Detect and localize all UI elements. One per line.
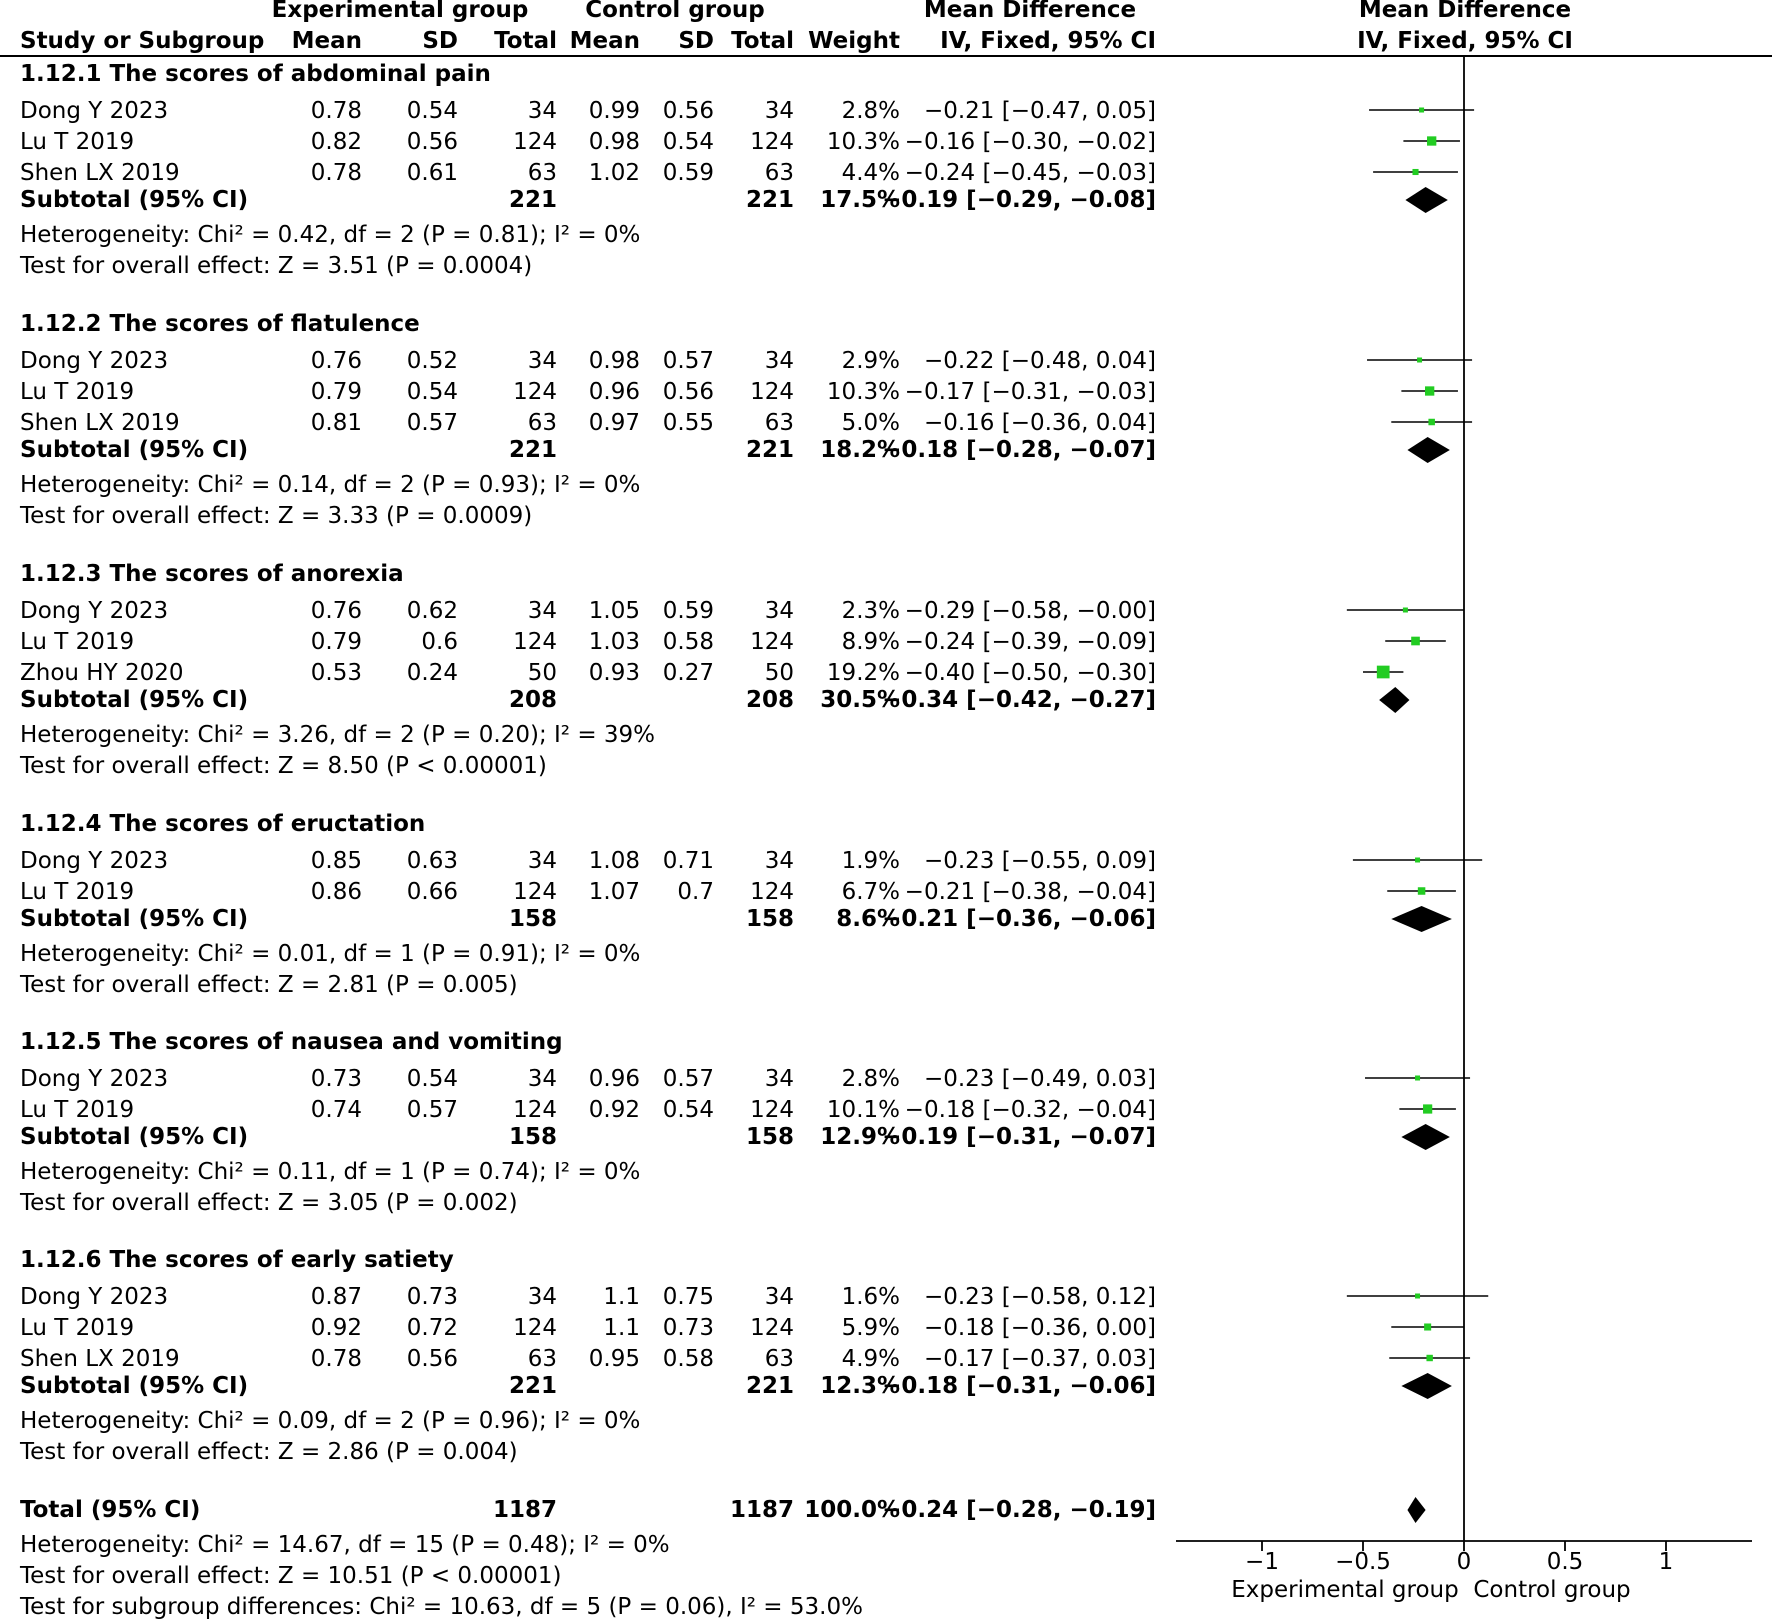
study-ctl-sd: 0.57: [662, 348, 714, 374]
study-weight-label: 2.3%: [841, 598, 900, 624]
study-exp-sd: 0.56: [406, 129, 458, 155]
axis-right-label: Control group: [1473, 1577, 1631, 1603]
study-exp-sd: 0.63: [406, 848, 458, 874]
subtotal-exp-total: 158: [508, 1124, 557, 1150]
study-ctl-total: 34: [764, 598, 794, 624]
study-ci-label: −0.17 [−0.37, 0.03]: [923, 1346, 1156, 1372]
subgroup-title: 1.12.6 The scores of early satiety: [20, 1247, 454, 1273]
subtotal-ctl-total: 158: [745, 1124, 794, 1150]
study-exp-total: 34: [527, 348, 557, 374]
subtotal-label: Subtotal (95% CI): [20, 687, 249, 713]
study-ci-label: −0.22 [−0.48, 0.04]: [923, 348, 1156, 374]
study-exp-total: 63: [527, 160, 557, 186]
heterogeneity-text: Heterogeneity: Chi² = 0.14, df = 2 (P = 0.93); I² = 0%: [20, 472, 641, 498]
study-weight-label: 2.8%: [841, 1066, 900, 1092]
study-ctl-sd: 0.7: [677, 879, 714, 905]
subtotal-label: Subtotal (95% CI): [20, 1373, 249, 1399]
study-exp-sd: 0.73: [406, 1284, 458, 1310]
study-weight-label: 1.6%: [841, 1284, 900, 1310]
total-overall-effect-text: Test for overall effect: Z = 10.51 (P < 0.00001): [20, 1563, 562, 1589]
header-control-group: Control group: [585, 0, 765, 23]
header-ctl-sd: SD: [678, 28, 714, 54]
study-exp-total: 124: [513, 129, 557, 155]
study-weight-label: 5.9%: [841, 1315, 900, 1341]
study-ctl-sd: 0.54: [662, 129, 714, 155]
study-exp-total: 34: [527, 98, 557, 124]
study-ctl-total: 63: [764, 1346, 794, 1372]
study-ctl-sd: 0.71: [662, 848, 714, 874]
study-exp-sd: 0.24: [406, 660, 458, 686]
study-ctl-total: 124: [750, 129, 794, 155]
study-weight-label: 2.9%: [841, 348, 900, 374]
total-label: Total (95% CI): [20, 1497, 201, 1523]
study-exp-sd: 0.57: [406, 410, 458, 436]
header-plot-method: IV, Fixed, 95% CI: [1357, 28, 1573, 54]
study-exp-sd: 0.52: [406, 348, 458, 374]
subgroup-differences-text: Test for subgroup differences: Chi² = 10.63, df = 5 (P = 0.06), I² = 53.0%: [20, 1594, 863, 1620]
study-ci-label: −0.23 [−0.55, 0.09]: [923, 848, 1156, 874]
study-name: Shen LX 2019: [20, 1346, 180, 1372]
header-experimental-group: Experimental group: [271, 0, 529, 23]
study-ctl-total: 124: [750, 1097, 794, 1123]
study-ctl-sd: 0.58: [662, 1346, 714, 1372]
study-ctl-total: 34: [764, 1066, 794, 1092]
study-exp-total: 34: [527, 1066, 557, 1092]
study-square: [1411, 637, 1420, 646]
study-ci-label: −0.29 [−0.58, −0.00]: [904, 598, 1156, 624]
study-ctl-sd: 0.55: [662, 410, 714, 436]
study-ci-label: −0.21 [−0.47, 0.05]: [923, 98, 1156, 124]
study-exp-mean: 0.78: [310, 1346, 362, 1372]
study-exp-total: 50: [527, 660, 557, 686]
study-exp-sd: 0.54: [406, 98, 458, 124]
study-square: [1415, 1294, 1420, 1299]
study-ctl-sd: 0.73: [662, 1315, 714, 1341]
study-ctl-mean: 0.96: [588, 379, 640, 405]
study-ctl-sd: 0.57: [662, 1066, 714, 1092]
header-mean-difference: Mean Difference: [923, 0, 1137, 23]
x-tick-label: 1: [1658, 1549, 1674, 1575]
study-exp-sd: 0.54: [406, 1066, 458, 1092]
header-ctl-total: Total: [731, 28, 794, 54]
study-weight-label: 8.9%: [841, 629, 900, 655]
study-ctl-mean: 0.97: [588, 410, 640, 436]
study-weight-label: 10.1%: [826, 1097, 900, 1123]
study-ctl-mean: 0.95: [588, 1346, 640, 1372]
study-ctl-total: 124: [750, 379, 794, 405]
study-ctl-mean: 1.03: [588, 629, 640, 655]
study-weight-label: 1.9%: [841, 848, 900, 874]
heterogeneity-text: Heterogeneity: Chi² = 0.01, df = 1 (P = 0.91); I² = 0%: [20, 941, 641, 967]
study-ctl-mean: 1.07: [588, 879, 640, 905]
study-exp-mean: 0.78: [310, 98, 362, 124]
study-ctl-mean: 1.02: [588, 160, 640, 186]
subtotal-weight: 17.5%: [820, 187, 900, 213]
study-ci-label: −0.16 [−0.36, 0.04]: [923, 410, 1156, 436]
study-square: [1415, 1076, 1420, 1081]
study-name: Lu T 2019: [20, 129, 135, 155]
study-exp-mean: 0.85: [310, 848, 362, 874]
study-weight-label: 6.7%: [841, 879, 900, 905]
study-square: [1425, 386, 1434, 395]
study-ctl-mean: 1.1: [603, 1284, 640, 1310]
subtotal-weight: 12.9%: [820, 1124, 900, 1150]
study-square: [1415, 858, 1420, 863]
axis-left-label: Experimental group: [1231, 1577, 1459, 1603]
study-exp-mean: 0.86: [310, 879, 362, 905]
study-name: Dong Y 2023: [20, 848, 169, 874]
study-ctl-sd: 0.59: [662, 598, 714, 624]
subtotal-diamond: [1391, 906, 1452, 932]
study-square: [1426, 1355, 1432, 1361]
study-ctl-total: 34: [764, 1284, 794, 1310]
study-ctl-total: 63: [764, 410, 794, 436]
study-square: [1419, 108, 1424, 113]
study-ctl-mean: 1.1: [603, 1315, 640, 1341]
study-square: [1428, 419, 1434, 425]
study-name: Dong Y 2023: [20, 348, 169, 374]
study-ci-label: −0.18 [−0.36, 0.00]: [923, 1315, 1156, 1341]
study-exp-sd: 0.57: [406, 1097, 458, 1123]
study-name: Zhou HY 2020: [20, 660, 184, 686]
study-ctl-total: 63: [764, 160, 794, 186]
header-weight: Weight: [808, 28, 900, 54]
study-exp-mean: 0.82: [310, 129, 362, 155]
study-name: Dong Y 2023: [20, 98, 169, 124]
subtotal-ci: −0.34 [−0.42, −0.27]: [882, 687, 1156, 713]
study-ci-label: −0.24 [−0.45, −0.03]: [904, 160, 1156, 186]
study-name: Lu T 2019: [20, 379, 135, 405]
study-exp-total: 34: [527, 598, 557, 624]
study-name: Lu T 2019: [20, 1097, 135, 1123]
total-heterogeneity-text: Heterogeneity: Chi² = 14.67, df = 15 (P = 0.48); I² = 0%: [20, 1532, 670, 1558]
study-exp-sd: 0.62: [406, 598, 458, 624]
study-weight-label: 2.8%: [841, 98, 900, 124]
subtotal-exp-total: 208: [508, 687, 557, 713]
study-square: [1418, 887, 1426, 895]
study-weight-label: 10.3%: [826, 129, 900, 155]
study-ci-label: −0.18 [−0.32, −0.04]: [904, 1097, 1156, 1123]
study-exp-total: 63: [527, 410, 557, 436]
study-ctl-total: 34: [764, 98, 794, 124]
header-exp-total: Total: [494, 28, 557, 54]
subtotal-diamond: [1407, 1497, 1425, 1523]
heterogeneity-text: Heterogeneity: Chi² = 0.42, df = 2 (P = 0.81); I² = 0%: [20, 222, 641, 248]
subtotal-ci: −0.19 [−0.29, −0.08]: [882, 187, 1156, 213]
x-tick-label: 0: [1456, 1549, 1472, 1575]
subtotal-ctl-total: 221: [745, 1373, 794, 1399]
x-tick-label: −1: [1245, 1549, 1279, 1575]
study-square: [1417, 358, 1422, 363]
subtotal-label: Subtotal (95% CI): [20, 1124, 249, 1150]
study-ctl-sd: 0.54: [662, 1097, 714, 1123]
study-weight-label: 10.3%: [826, 379, 900, 405]
subtotal-diamond: [1401, 1124, 1449, 1150]
study-ci-label: −0.17 [−0.31, −0.03]: [904, 379, 1156, 405]
study-square: [1403, 608, 1408, 613]
study-ctl-mean: 0.98: [588, 348, 640, 374]
subtotal-ctl-total: 221: [745, 437, 794, 463]
study-name: Dong Y 2023: [20, 598, 169, 624]
subtotal-diamond: [1407, 437, 1449, 463]
study-weight-label: 4.4%: [841, 160, 900, 186]
study-square: [1377, 666, 1390, 679]
study-name: Lu T 2019: [20, 879, 135, 905]
x-tick-label: 0.5: [1546, 1549, 1584, 1575]
header-plot-mean-difference: Mean Difference: [1358, 0, 1572, 23]
subtotal-ci: −0.19 [−0.31, −0.07]: [882, 1124, 1156, 1150]
subtotal-diamond: [1379, 687, 1409, 713]
study-weight-label: 19.2%: [826, 660, 900, 686]
overall-effect-text: Test for overall effect: Z = 2.86 (P = 0.004): [20, 1439, 518, 1465]
subtotal-weight: 12.3%: [820, 1373, 900, 1399]
study-name: Lu T 2019: [20, 629, 135, 655]
study-ci-label: −0.23 [−0.58, 0.12]: [923, 1284, 1156, 1310]
study-ci-label: −0.23 [−0.49, 0.03]: [923, 1066, 1156, 1092]
study-ctl-mean: 0.99: [588, 98, 640, 124]
study-name: Dong Y 2023: [20, 1066, 169, 1092]
study-exp-mean: 0.74: [310, 1097, 362, 1123]
study-exp-mean: 0.53: [310, 660, 362, 686]
header-exp-mean: Mean: [291, 28, 362, 54]
study-exp-mean: 0.79: [310, 629, 362, 655]
total-exp-total: 1187: [492, 1497, 557, 1523]
study-exp-total: 124: [513, 379, 557, 405]
study-exp-total: 124: [513, 879, 557, 905]
subtotal-ci: −0.18 [−0.28, −0.07]: [882, 437, 1156, 463]
study-ctl-mean: 0.98: [588, 129, 640, 155]
study-exp-mean: 0.87: [310, 1284, 362, 1310]
subgroup-title: 1.12.1 The scores of abdominal pain: [20, 61, 491, 87]
total-weight: 100.0%: [804, 1497, 900, 1523]
study-exp-total: 124: [513, 1097, 557, 1123]
subtotal-weight: 18.2%: [820, 437, 900, 463]
study-exp-sd: 0.54: [406, 379, 458, 405]
subtotal-ci: −0.18 [−0.31, −0.06]: [882, 1373, 1156, 1399]
heterogeneity-text: Heterogeneity: Chi² = 3.26, df = 2 (P = 0.20); I² = 39%: [20, 722, 656, 748]
study-name: Shen LX 2019: [20, 160, 180, 186]
study-exp-mean: 0.76: [310, 598, 362, 624]
overall-effect-text: Test for overall effect: Z = 2.81 (P = 0.005): [20, 972, 518, 998]
study-ctl-total: 34: [764, 848, 794, 874]
subtotal-ctl-total: 221: [745, 187, 794, 213]
subtotal-weight: 8.6%: [836, 906, 900, 932]
study-exp-sd: 0.66: [406, 879, 458, 905]
total-ci: −0.24 [−0.28, −0.19]: [882, 1497, 1156, 1523]
subtotal-label: Subtotal (95% CI): [20, 437, 249, 463]
subtotal-diamond: [1401, 1373, 1452, 1399]
study-name: Shen LX 2019: [20, 410, 180, 436]
study-exp-total: 34: [527, 848, 557, 874]
study-ci-label: −0.16 [−0.30, −0.02]: [904, 129, 1156, 155]
study-ctl-mean: 1.08: [588, 848, 640, 874]
study-exp-mean: 0.76: [310, 348, 362, 374]
study-ctl-sd: 0.56: [662, 379, 714, 405]
header-exp-sd: SD: [422, 28, 458, 54]
x-tick-label: −0.5: [1335, 1549, 1391, 1575]
overall-effect-text: Test for overall effect: Z = 3.51 (P = 0.0004): [20, 253, 533, 279]
study-name: Lu T 2019: [20, 1315, 135, 1341]
study-exp-sd: 0.72: [406, 1315, 458, 1341]
study-name: Dong Y 2023: [20, 1284, 169, 1310]
header-ctl-mean: Mean: [569, 28, 640, 54]
study-ci-label: −0.24 [−0.39, −0.09]: [904, 629, 1156, 655]
study-exp-total: 124: [513, 1315, 557, 1341]
subtotal-ctl-total: 158: [745, 906, 794, 932]
study-exp-mean: 0.81: [310, 410, 362, 436]
study-square: [1427, 136, 1436, 145]
study-ctl-total: 124: [750, 629, 794, 655]
study-ctl-sd: 0.75: [662, 1284, 714, 1310]
study-ctl-mean: 0.93: [588, 660, 640, 686]
subtotal-ci: −0.21 [−0.36, −0.06]: [882, 906, 1156, 932]
subtotal-diamond: [1405, 187, 1447, 213]
study-ctl-mean: 0.92: [588, 1097, 640, 1123]
study-ctl-sd: 0.59: [662, 160, 714, 186]
subgroup-title: 1.12.5 The scores of nausea and vomiting: [20, 1029, 563, 1055]
subtotal-exp-total: 158: [508, 906, 557, 932]
header-md-method: IV, Fixed, 95% CI: [940, 28, 1156, 54]
subtotal-label: Subtotal (95% CI): [20, 906, 249, 932]
overall-effect-text: Test for overall effect: Z = 3.05 (P = 0.002): [20, 1190, 518, 1216]
study-square: [1423, 1104, 1432, 1113]
study-exp-mean: 0.92: [310, 1315, 362, 1341]
study-ci-label: −0.21 [−0.38, −0.04]: [904, 879, 1156, 905]
subtotal-exp-total: 221: [508, 1373, 557, 1399]
study-exp-sd: 0.6: [421, 629, 458, 655]
subtotal-exp-total: 221: [508, 187, 557, 213]
study-exp-total: 63: [527, 1346, 557, 1372]
study-exp-mean: 0.73: [310, 1066, 362, 1092]
subtotal-exp-total: 221: [508, 437, 557, 463]
header-study: Study or Subgroup: [20, 28, 265, 54]
subgroup-title: 1.12.3 The scores of anorexia: [20, 561, 404, 587]
study-ctl-total: 124: [750, 1315, 794, 1341]
study-exp-mean: 0.79: [310, 379, 362, 405]
study-ctl-mean: 0.96: [588, 1066, 640, 1092]
heterogeneity-text: Heterogeneity: Chi² = 0.09, df = 2 (P = 0.96); I² = 0%: [20, 1408, 641, 1434]
total-ctl-total: 1187: [729, 1497, 794, 1523]
heterogeneity-text: Heterogeneity: Chi² = 0.11, df = 1 (P = 0.74); I² = 0%: [20, 1159, 641, 1185]
study-ctl-mean: 1.05: [588, 598, 640, 624]
study-ctl-sd: 0.58: [662, 629, 714, 655]
study-exp-sd: 0.56: [406, 1346, 458, 1372]
study-ci-label: −0.40 [−0.50, −0.30]: [904, 660, 1156, 686]
study-weight-label: 5.0%: [841, 410, 900, 436]
study-exp-total: 34: [527, 1284, 557, 1310]
study-ctl-total: 124: [750, 879, 794, 905]
overall-effect-text: Test for overall effect: Z = 3.33 (P = 0.0009): [20, 503, 533, 529]
study-ctl-total: 50: [764, 660, 794, 686]
study-square: [1424, 1323, 1431, 1330]
study-ctl-total: 34: [764, 348, 794, 374]
study-exp-total: 124: [513, 629, 557, 655]
study-exp-mean: 0.78: [310, 160, 362, 186]
subtotal-weight: 30.5%: [820, 687, 900, 713]
subgroup-title: 1.12.2 The scores of flatulence: [20, 311, 420, 337]
subgroup-title: 1.12.4 The scores of eructation: [20, 811, 426, 837]
study-weight-label: 4.9%: [841, 1346, 900, 1372]
subtotal-ctl-total: 208: [745, 687, 794, 713]
study-square: [1412, 169, 1418, 175]
subtotal-label: Subtotal (95% CI): [20, 187, 249, 213]
study-ctl-sd: 0.56: [662, 98, 714, 124]
study-exp-sd: 0.61: [406, 160, 458, 186]
study-ctl-sd: 0.27: [662, 660, 714, 686]
overall-effect-text: Test for overall effect: Z = 8.50 (P < 0.00001): [20, 753, 547, 779]
